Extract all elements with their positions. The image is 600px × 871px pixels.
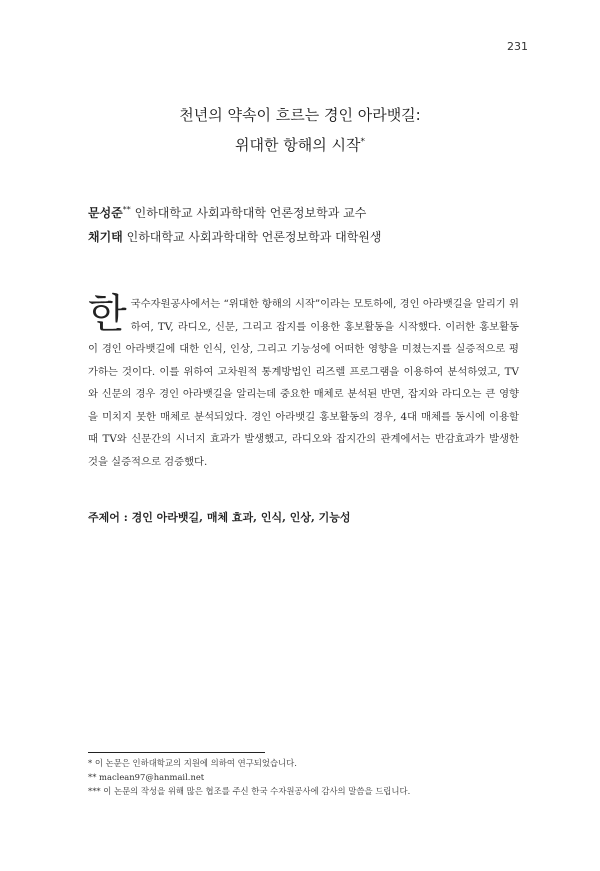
author-2-name: 채기태 — [88, 230, 123, 244]
abstract-text: 국수자원공사에서는 “위대한 항해의 시작”이라는 모토하에, 경인 아라뱃길을 알리기 위하여, TV, 라디오, 신문, 그리고 잡지를 이용한 홍보활동을 시작했다. 이러한 홍보활동이 경인 아라뱃길에 대한 인식, 인상, 그리고 기능성에 어떠한 영향을 미쳤는지를 실증적으로 평가하는 것이다. 이를 위하여 고차원적 통계방법인 리즈렐 프로그램을 이용하여 분석하였고, TV와 신문의 경우 경인 아라뱃길을 알리는데 중요한 매체로 분석된 반면, 잡지와 라디오는 큰 영향을 미치지 못한 매체로 분석되었다. 경인 아라뱃길 홍보활동의 경우, 4대 매체를 동시에 이용할 때 TV와 신문간의 시너지 효과가 발생했고, 라디오와 잡지간의 관계에서는 반감효과가 발생한 것을 실증적으로 검증했다. — [88, 298, 519, 468]
title-line-2: 위대한 항해의 시작* — [235, 136, 365, 154]
abstract — [88, 293, 519, 473]
footnote-divider — [88, 752, 265, 753]
author-2-affiliation: 인하대학교 사회과학대학 언론정보학과 대학원생 — [122, 230, 382, 244]
author-1-affiliation: 인하대학교 사회과학대학 언론정보학과 교수 — [130, 206, 367, 220]
footnote-2: ** maclean97@hanmail.net — [88, 772, 205, 782]
footnote-1: * 이 논문은 인하대학교의 지원에 의하여 연구되었습니다. — [88, 758, 297, 768]
author-1 — [88, 198, 381, 225]
title-line-1: 천년의 약속이 흐르는 경인 아라뱃길: — [179, 106, 421, 124]
page-number: 231 — [507, 40, 528, 53]
title-footnote-marker: * — [360, 137, 365, 147]
abstract-dropcap: 한 — [88, 291, 127, 337]
author-1-name: 문성준** — [88, 205, 131, 220]
footnotes — [88, 756, 410, 798]
author-list — [88, 198, 381, 249]
paper-title — [0, 102, 600, 159]
footnote-3: *** 이 논문의 작성을 위해 많은 협조를 주신 한국 수자원공사에 감사의 말씀을 드립니다. — [88, 786, 411, 796]
keywords: 주제어 : 경인 아라뱃길, 매체 효과, 인식, 인상, 기능성 — [88, 511, 351, 524]
author-2 — [88, 225, 381, 249]
